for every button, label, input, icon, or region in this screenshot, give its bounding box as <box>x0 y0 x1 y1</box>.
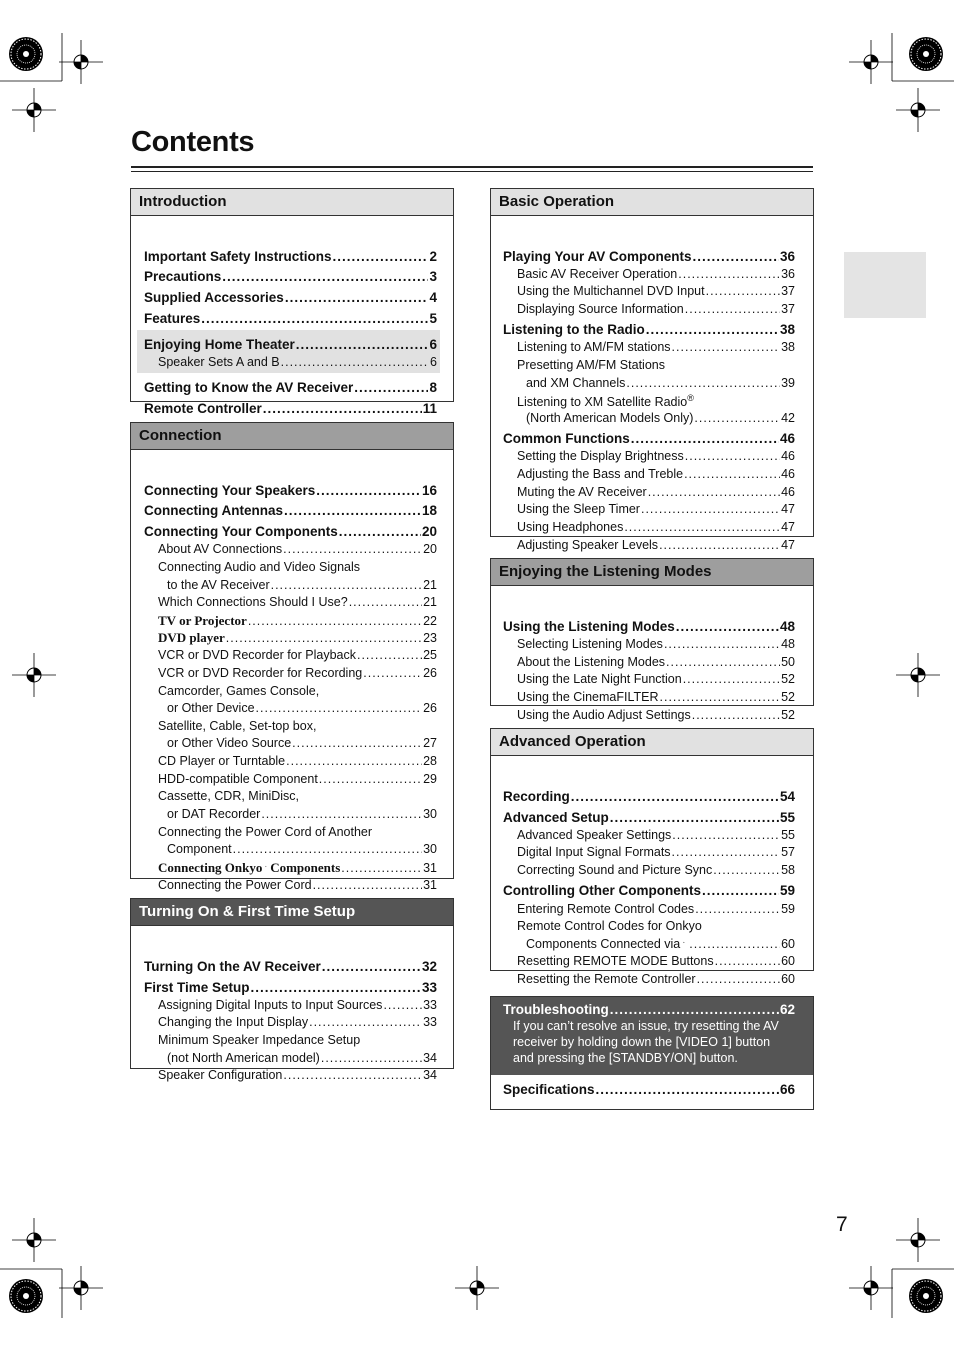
toc-entry[interactable]: Getting to Know the AV Receiver ..... 8 <box>144 380 437 395</box>
toc-subentry[interactable]: About the Listening Modes ..... 50 <box>517 655 795 669</box>
toc-entry[interactable]: Recording ..... 54 <box>503 789 795 804</box>
troubleshooting-note: receiver by holding down the [VIDEO 1] button <box>513 1035 771 1049</box>
registered-mark: ® <box>687 393 694 403</box>
toc-entry[interactable]: Connecting Antennas ..... 18 <box>144 503 437 518</box>
section-turning-on <box>130 898 454 1082</box>
toc-subentry-line: Cassette, CDR, MiniDisc, <box>158 789 299 803</box>
toc-subentry[interactable]: Correcting Sound and Picture Sync ..... 58 <box>517 863 795 877</box>
section-troubleshooting <box>490 996 814 1110</box>
section-introduction <box>130 188 454 416</box>
toc-subentry[interactable]: Resetting the Remote Controller ..... 60 <box>517 972 795 986</box>
toc-subentry[interactable]: Advanced Speaker Settings ..... 55 <box>517 828 795 842</box>
toc-subentry[interactable]: (North American Models Only) ..... 42 <box>526 411 795 425</box>
toc-subentry[interactable]: and XM Channels ..... 39 <box>526 376 795 390</box>
toc-subentry[interactable]: Which Connections Should I Use? ..... 21 <box>158 595 437 609</box>
toc-subentry[interactable]: Listening to AM/FM stations ..... 38 <box>517 340 795 354</box>
toc-subentry[interactable]: or Other Device ..... 26 <box>167 701 437 715</box>
ri-logo-icon <box>265 861 267 872</box>
toc-subentry-line: Satellite, Cable, Set-top box, <box>158 719 317 733</box>
toc-subentry[interactable]: Adjusting the Bass and Treble ..... 46 <box>517 467 795 481</box>
corner-mark-tl <box>0 33 103 132</box>
ri-logo-icon <box>683 937 685 948</box>
section-header: Connection <box>131 423 453 450</box>
section-listening-modes <box>490 558 814 722</box>
toc-entry[interactable]: Remote Controller ..... 11 <box>144 401 437 416</box>
toc-subentry[interactable]: Using the Sleep Timer ..... 47 <box>517 502 795 516</box>
side-mark-left <box>12 653 56 697</box>
corner-mark-bl <box>0 1218 103 1318</box>
toc-subentry[interactable]: Muting the AV Receiver ..... 46 <box>517 485 795 499</box>
toc-entry[interactable]: Using the Listening Modes ..... 48 <box>503 619 795 634</box>
toc-subentry[interactable]: Component ..... 30 <box>167 842 437 856</box>
toc-subentry[interactable]: Using the CinemaFILTER ..... 52 <box>517 690 795 704</box>
page-number: 7 <box>836 1213 848 1236</box>
toc-subentry[interactable]: Digital Input Signal Formats ..... 57 <box>517 845 795 859</box>
toc-subentry-line: Connecting the Power Cord of Another <box>158 825 373 839</box>
toc-subentry[interactable]: Speaker Configuration ..... 34 <box>158 1068 437 1082</box>
toc-subentry[interactable]: HDD-compatible Component ..... 29 <box>158 772 437 786</box>
toc-subentry-line: Minimum Speaker Impedance Setup <box>158 1033 361 1047</box>
page-title: Contents <box>131 126 255 158</box>
toc-entry[interactable]: Precautions ..... 3 <box>144 269 437 284</box>
section-basic-operation <box>490 188 814 552</box>
toc-entry[interactable]: Playing Your AV Components ..... 36 <box>503 249 795 264</box>
toc-subentry-line: Listening to XM Satellite Radio® <box>517 393 694 410</box>
toc-entry[interactable]: First Time Setup ..... 33 <box>144 980 437 995</box>
toc-subentry-line: Remote Control Codes for Onkyo <box>517 919 702 933</box>
section-header: Advanced Operation <box>491 729 813 756</box>
toc-subentry[interactable]: Using the Multichannel DVD Input ..... 37 <box>517 284 795 298</box>
toc-subentry[interactable]: VCR or DVD Recorder for Recording ..... 26 <box>158 666 437 680</box>
side-mark-right <box>896 653 940 697</box>
title-rule <box>131 166 813 168</box>
toc-entry[interactable]: Connecting Your Speakers ..... 16 <box>144 483 437 498</box>
toc-entry-troubleshooting[interactable]: Troubleshooting ..... 62 <box>503 1002 795 1017</box>
toc-entry[interactable]: Common Functions ..... 46 <box>503 431 795 446</box>
toc-subentry[interactable]: Basic AV Receiver Operation ..... 36 <box>517 267 795 281</box>
toc-entry[interactable]: Controlling Other Components ..... 59 <box>503 883 795 898</box>
toc-subentry[interactable]: Connecting the Power Cord ..... 31 <box>158 878 437 892</box>
toc-entry[interactable]: Advanced Setup ..... 55 <box>503 810 795 825</box>
section-header: Introduction <box>131 189 453 216</box>
toc-subentry[interactable]: or DAT Recorder ..... 30 <box>167 807 437 821</box>
toc-subentry[interactable]: Using the Late Night Function ..... 52 <box>517 672 795 686</box>
toc-subentry[interactable]: to the AV Receiver ..... 21 <box>167 578 437 592</box>
toc-subentry[interactable]: Changing the Input Display ..... 33 <box>158 1015 437 1029</box>
toc-subentry[interactable]: DVD player ..... 23 <box>158 630 437 646</box>
toc-subentry[interactable]: Components Connected via ..... 60 <box>526 937 795 951</box>
toc-subentry[interactable]: Setting the Display Brightness ..... 46 <box>517 449 795 463</box>
toc-entry[interactable]: Connecting Your Components ..... 20 <box>144 524 437 539</box>
toc-subentry[interactable]: VCR or DVD Recorder for Playback ..... 25 <box>158 648 437 662</box>
toc-subentry[interactable]: CD Player or Turntable ..... 28 <box>158 754 437 768</box>
toc-subentry[interactable]: Using Headphones ..... 47 <box>517 520 795 534</box>
toc-entry[interactable]: Features ..... 5 <box>144 311 437 326</box>
toc-subentry[interactable]: Displaying Source Information ..... 37 <box>517 302 795 316</box>
toc-subentry[interactable]: Resetting REMOTE MODE Buttons ..... 60 <box>517 954 795 968</box>
bottom-center-mark <box>455 1266 499 1310</box>
toc-entry[interactable]: Enjoying Home Theater ..... 6 <box>144 337 437 352</box>
section-advanced-operation <box>490 728 814 986</box>
toc-subentry-line: Connecting Audio and Video Signals <box>158 560 361 574</box>
toc-entry[interactable]: Supplied Accessories ..... 4 <box>144 290 437 305</box>
title-rule <box>131 171 813 172</box>
toc-subentry[interactable]: TV or Projector ..... 22 <box>158 613 437 629</box>
toc-entry[interactable]: Important Safety Instructions ..... 2 <box>144 249 437 264</box>
toc-subentry[interactable]: Adjusting Speaker Levels ..... 47 <box>517 538 795 552</box>
section-connection <box>130 422 454 892</box>
toc-entry-specifications[interactable]: Specifications ..... 66 <box>503 1082 795 1097</box>
section-header: Enjoying the Listening Modes <box>491 559 813 586</box>
toc-subentry[interactable]: Assigning Digital Inputs to Input Sources ..... 33 <box>158 998 437 1012</box>
troubleshooting-note: and pressing the [STANDBY/ON] button. <box>513 1051 738 1065</box>
troubleshooting-note: If you can’t resolve an issue, try resetting the AV <box>513 1019 779 1033</box>
toc-subentry-line: Camcorder, Games Console, <box>158 684 320 698</box>
toc-subentry[interactable]: About AV Connections ..... 20 <box>158 542 437 556</box>
toc-subentry[interactable]: Entering Remote Control Codes ..... 59 <box>517 902 795 916</box>
toc-subentry[interactable]: or Other Video Source ..... 27 <box>167 736 437 750</box>
toc-subentry[interactable]: Speaker Sets A and B ..... 6 <box>158 355 437 369</box>
section-header: Turning On & First Time Setup <box>131 899 453 926</box>
toc-subentry[interactable]: Connecting Onkyo Components ..... 31 <box>158 860 437 876</box>
corner-mark-br <box>849 1218 954 1318</box>
toc-entry[interactable]: Listening to the Radio ..... 38 <box>503 322 795 337</box>
side-tab <box>844 252 926 318</box>
section-header: Basic Operation <box>491 189 813 216</box>
toc-subentry[interactable]: Selecting Listening Modes ..... 48 <box>517 637 795 651</box>
toc-subentry[interactable]: Using the Audio Adjust Settings ..... 52 <box>517 708 795 722</box>
toc-entry[interactable]: Turning On the AV Receiver ..... 32 <box>144 959 437 974</box>
toc-subentry-line: Presetting AM/FM Stations <box>517 358 665 372</box>
toc-subentry[interactable]: (not North American model) ..... 34 <box>167 1051 437 1065</box>
corner-mark-tr <box>849 33 954 132</box>
